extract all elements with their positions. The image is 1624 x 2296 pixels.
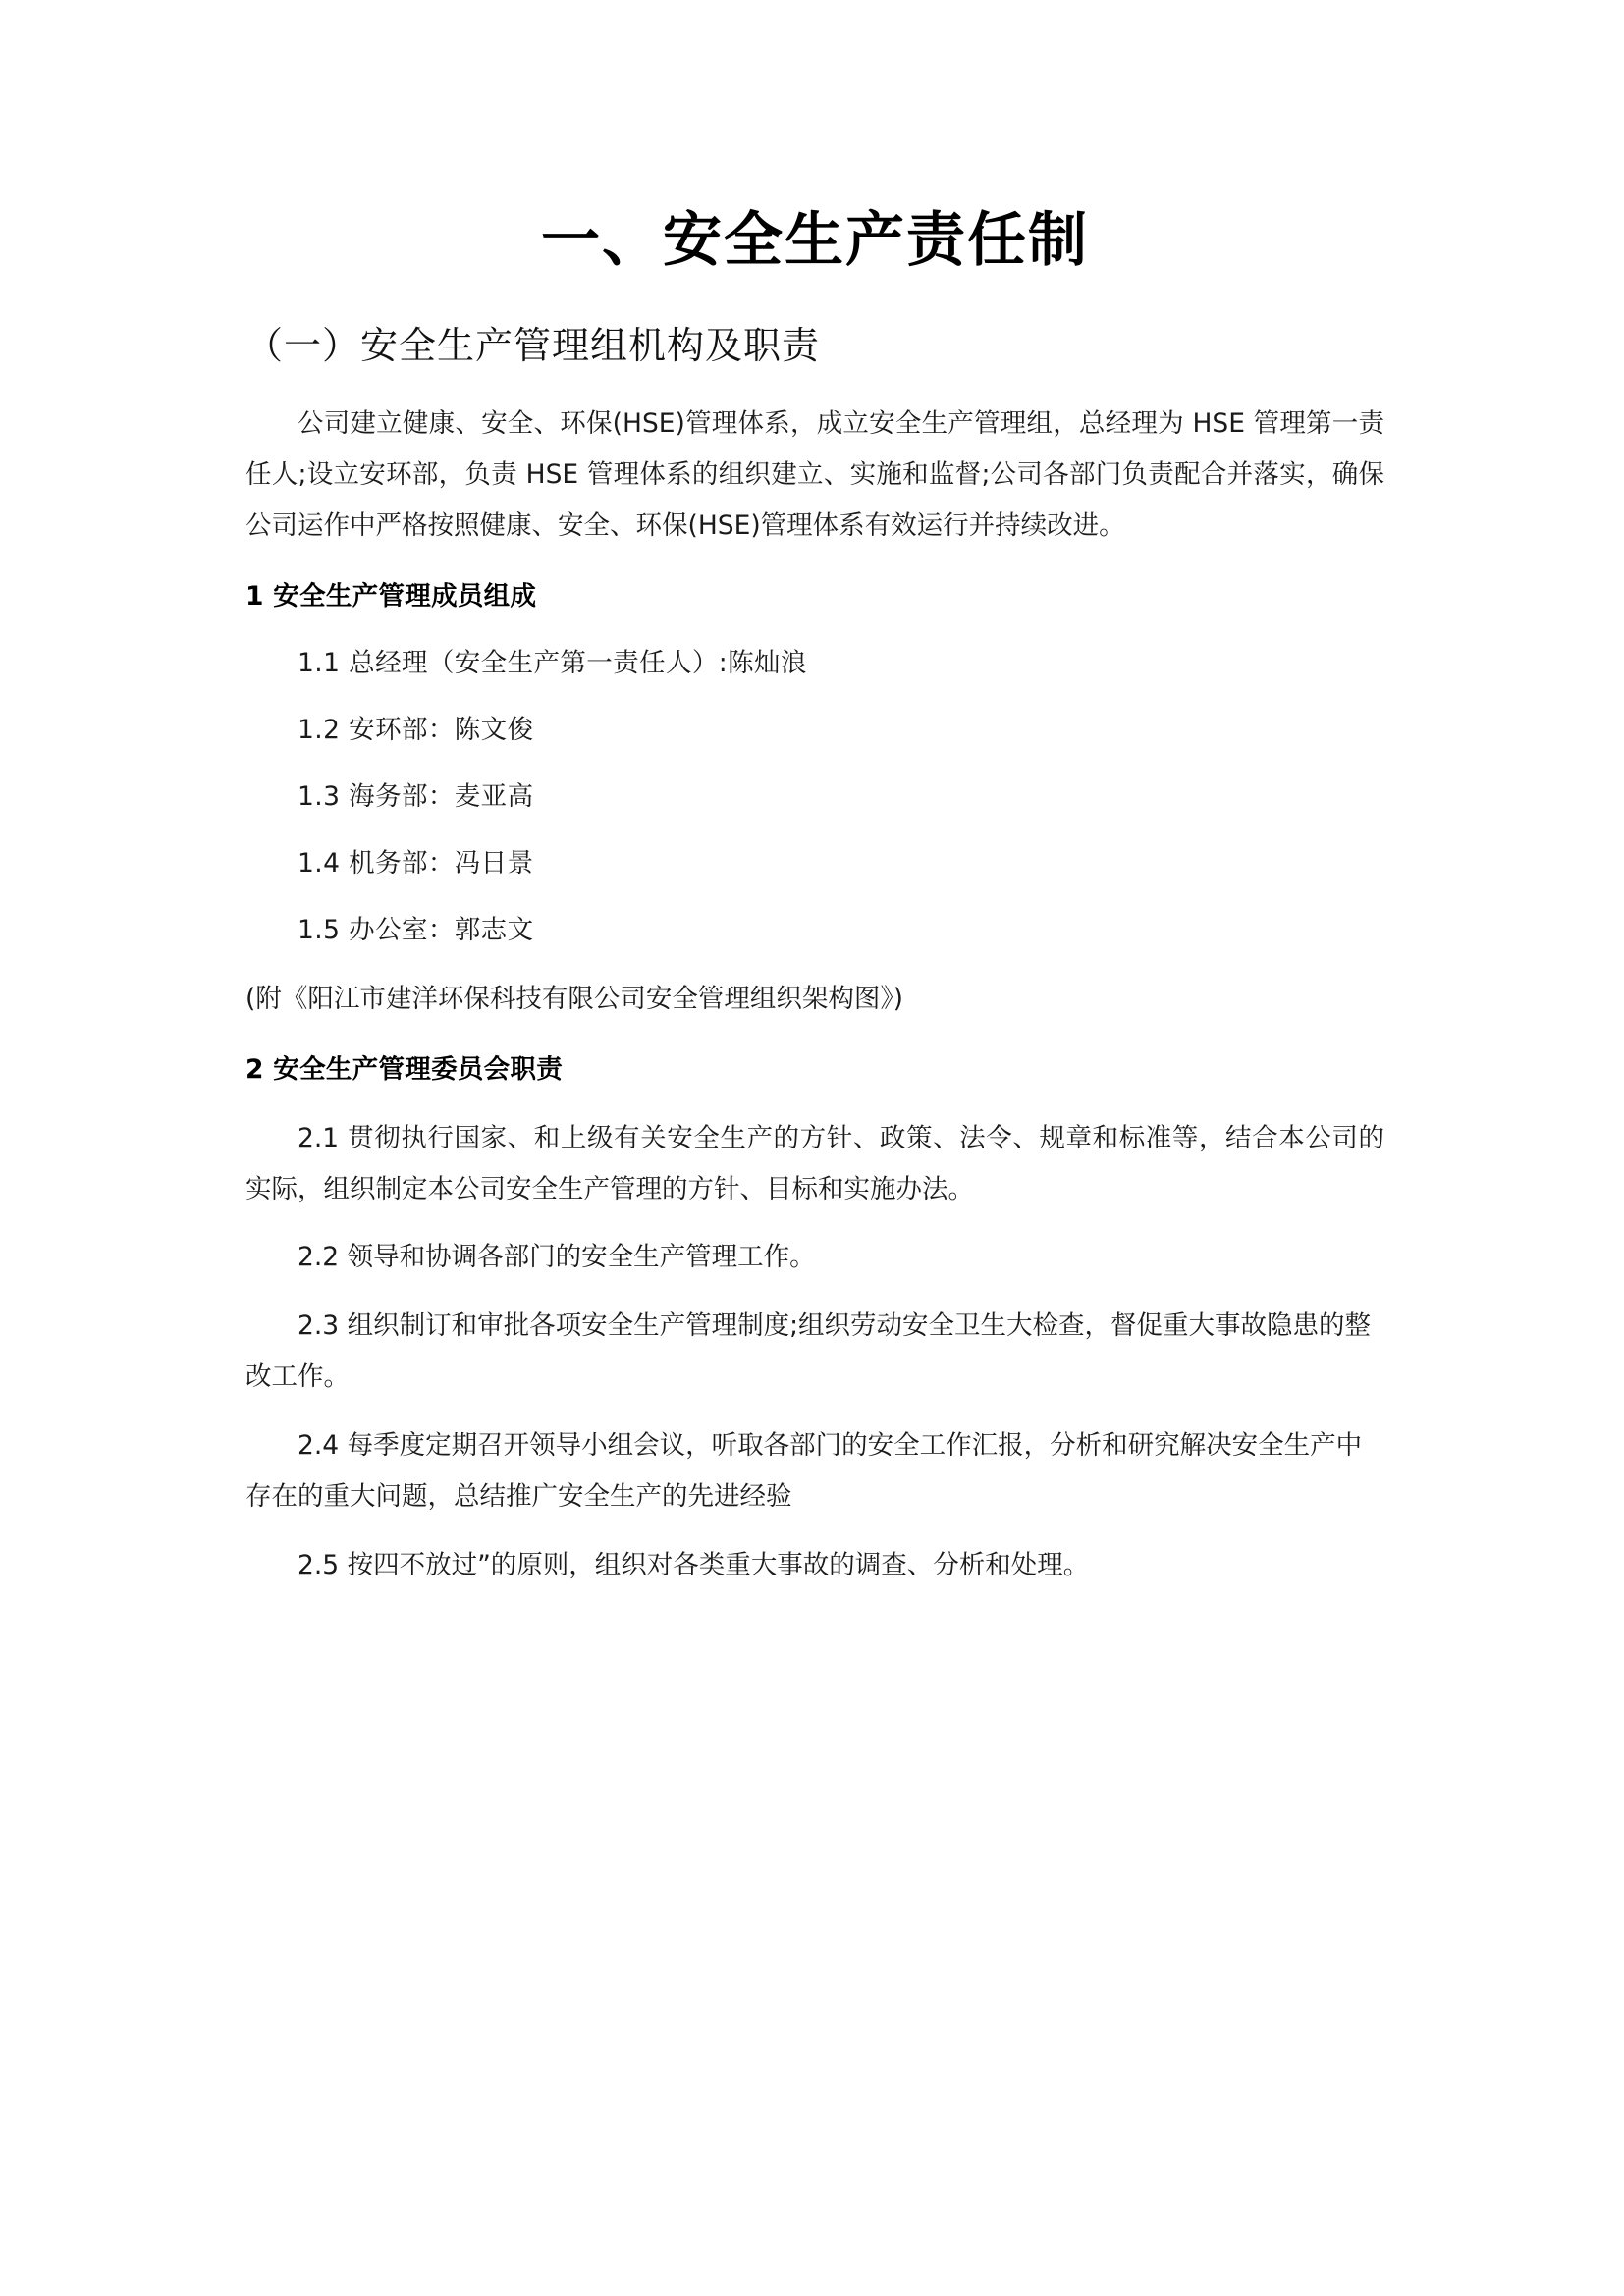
list-item: 1.1 总经理（安全生产第一责任人）:陈灿浪 xyxy=(298,648,807,679)
page-title: 一、安全生产责任制 xyxy=(541,206,1089,275)
list-item: 1.2 安环部：陈文俊 xyxy=(298,714,534,745)
section-subtitle: （一）安全生产管理组机构及职责 xyxy=(245,324,821,367)
list-item: 1.3 海务部：麦亚高 xyxy=(298,780,534,812)
list-item: 1.5 办公室：郭志文 xyxy=(298,914,534,945)
duty-item: 2.5 按四不放过”的原则，组织对各类重大事故的调查、分析和处理。 xyxy=(298,1550,1090,1581)
page-bottom-whitespace xyxy=(245,1591,1384,2003)
duty-item: 2.4 每季度定期召开领导小组会议，听取各部门的安全工作汇报，分析和研究解决安全生产中存在的重大问题，总结推广安全生产的先进经验 xyxy=(245,1430,1363,1513)
section-heading-2: 2 安全生产管理委员会职责 xyxy=(245,1053,564,1085)
duty-item: 2.1 贯彻执行国家、和上级有关安全生产的方针、政策、法令、规章和标准等，结合本公司的实际，组织制定本公司安全生产管理的方针、目标和实施办法。 xyxy=(245,1122,1384,1204)
duty-item: 2.2 领导和协调各部门的安全生产管理工作。 xyxy=(298,1242,816,1273)
org-chart-reference-note: (附《阳江市建洋环保科技有限公司安全管理组织架构图》) xyxy=(245,983,903,1014)
duty-item: 2.3 组织制订和审批各项安全生产管理制度;组织劳动安全卫生大检查，督促重大事故隐患的整改工作。 xyxy=(245,1310,1371,1393)
list-item: 1.4 机务部：冯日景 xyxy=(298,847,534,879)
section-heading-1: 1 安全生产管理成员组成 xyxy=(245,581,537,613)
intro-paragraph: 公司建立健康、安全、环保(HSE)管理体系，成立安全生产管理组，总经理为 HSE 管理第一责任人;设立安环部，负责 HSE 管理体系的组织建立、实施和监督;公司各部门负责配合并落实，确保公司运作中严格按照健康、安全、环保(HSE)管理体系有效运行并持续改进。 xyxy=(245,408,1384,542)
